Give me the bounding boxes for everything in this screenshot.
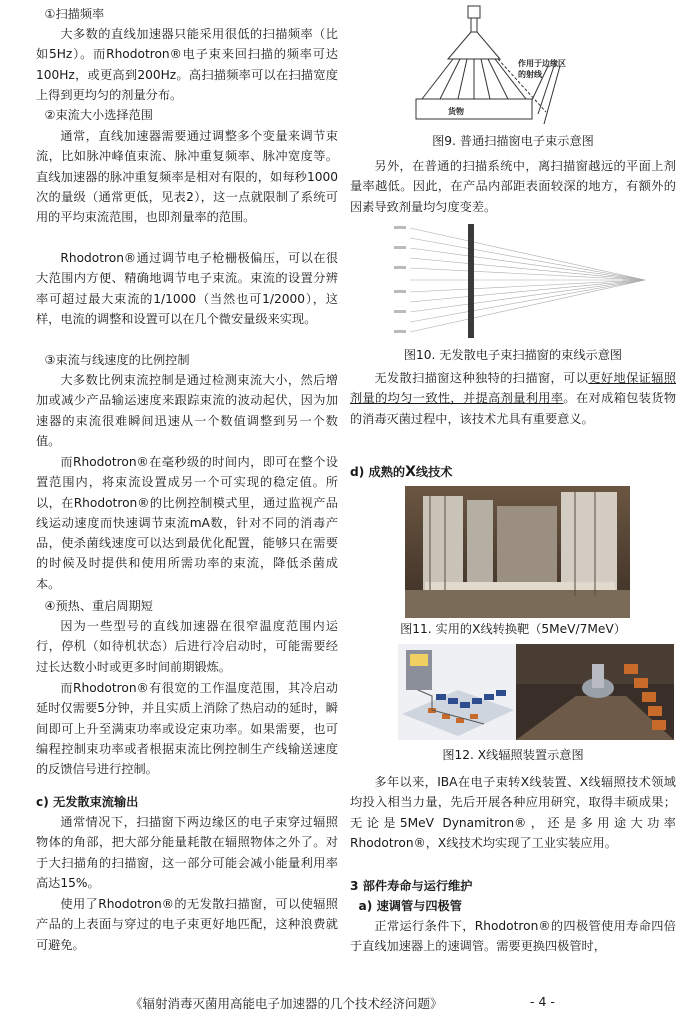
heading-mature-xray-prefix: d) 成熟的 bbox=[350, 465, 406, 479]
paragraph-tetrode-life: 正常运行条件下，Rhodotron®的四极管使用寿命四倍于直线加速器上的速调管。需要更换四极管时， bbox=[350, 919, 676, 954]
heading-mature-xray bbox=[350, 462, 676, 482]
horn-top-block bbox=[468, 6, 480, 18]
paragraph-nondivergent-1: 通常情况下，扫描窗下两边缘区的电子束穿过辐照物体的角部，把大部分能量耗散在辐照物体之外了。对于大扫描角的扫描窗，这一部分可能会减小能量利用率高达15%。 bbox=[36, 815, 338, 890]
heading-mature-xray-letter: X bbox=[405, 464, 416, 480]
figure-12-facility-render-right bbox=[516, 644, 674, 740]
paragraph-nondivergent-2: 使用了Rhodotron®的无发散扫描窗，可以使辐照产品的上表面与穿过的电子束更好地匹配，这种浪费就可避免。 bbox=[36, 897, 338, 952]
horn-body bbox=[448, 32, 500, 59]
paragraph-nondivergent-underlined: 更好地保证辐照剂量的均匀一致性，并提高剂量利用率 bbox=[350, 371, 677, 406]
paragraph-preheat-linac: 因为一些型号的直线加速器在很窄温度范围内运行，停机（如待机状态）后进行冷启动时，可能需要经过长达数小时或更多时间前期锻炼。 bbox=[36, 619, 338, 674]
figure-11-xray-target-photo bbox=[405, 486, 630, 618]
fig9-label-edge-1: 作用于边缘区 bbox=[518, 59, 566, 68]
goods-box bbox=[416, 99, 532, 119]
fig9-label-edge-2: 的射线 bbox=[518, 70, 542, 79]
scan-window-bar bbox=[468, 224, 474, 338]
footer-document-title: 《辐射消毒灭菌用高能电子加速器的几个技术经济问题》 bbox=[130, 996, 443, 1011]
footer-page-number: - 4 - bbox=[530, 994, 555, 1009]
figure-11-caption: 图11. 实用的X线转换靶（5MeV/7MeV） bbox=[400, 622, 626, 636]
heading-beam-size: ②束流大小选择范围 bbox=[44, 108, 153, 122]
heading-klystron-tetrode: a) 速调管与四极管 bbox=[358, 899, 462, 913]
figure-12-facility-render-left bbox=[398, 644, 516, 740]
figure-10-beam-lines-diagram bbox=[390, 222, 670, 342]
paragraph-nondivergent-text-b: 。在对成箱包装货物的消毒灭菌过程中，该技术尤具有重要意义。 bbox=[350, 391, 677, 426]
heading-component-life: 3 部件寿命与运行维护 bbox=[350, 879, 473, 893]
paragraph-scan-frequency: 大多数的直线加速器只能采用很低的扫描频率（比如5Hz）。而Rhodotron®电子束来回扫描的频率可达100Hz，或更高到200Hz。高扫描频率可以在扫描宽度上得到更均匀的剂量分布。 bbox=[36, 27, 338, 102]
figure-10-caption: 图10. 无发散电子束扫描窗的束线示意图 bbox=[403, 348, 623, 362]
heading-mature-xray-suffix: 线技术 bbox=[415, 465, 453, 479]
heading-preheat: ④预热、重启周期短 bbox=[44, 599, 153, 613]
paragraph-iba-xray: 多年以来，IBA在电子束转X线装置、X线辐照技术领域均投入相当力量，先后开展各种应用研究，取得丰硕成果；无论是5MeV Dynamitron®，还是多用途大功率Rhodotron®，X线技术均实现了工业实装应用。 bbox=[350, 775, 676, 850]
paragraph-nondivergent-advantage bbox=[350, 368, 676, 429]
heading-ratio-control: ③束流与线速度的比例控制 bbox=[44, 353, 190, 367]
horn-neck bbox=[471, 18, 477, 32]
paragraph-beam-size-rhodotron: Rhodotron®通过调节电子枪栅极偏压，可以在很大范围内方便、精确地调节电子束流。束流的设置分辨率可超过最大束流的1/1000（当然也可1/2000），这样，电流的调整和设置可以在几个微安量级来实现。 bbox=[36, 251, 338, 326]
paragraph-beam-size-linac: 通常，直线加速器需要通过调整多个变量来调节束流，比如脉冲峰值束流、脉冲重复频率、脉冲宽度等。直线加速器的脉冲重复频率是相对有限的，如每秒1000次的量级（通常更低，见表2），这一点就限制了系统可用的平均束流范围，也即剂量率的范围。 bbox=[36, 129, 338, 225]
fig9-label-goods: 货物 bbox=[448, 107, 464, 116]
figure-9-scan-horn-diagram bbox=[408, 4, 658, 128]
figure-9-caption: 图9. 普通扫描窗电子束示意图 bbox=[432, 134, 594, 148]
heading-nondivergent-beam: c) 无发散束流输出 bbox=[36, 795, 139, 809]
paragraph-ratio-control-linac: 大多数比例束流控制是通过检测束流大小，然后增加或减少产品输运速度来跟踪束流的波动起伏，因为加速器的束流很难瞬间迅速从一个数值调整到另一个数值。 bbox=[36, 373, 338, 448]
paragraph-ratio-control-rhodotron: 而Rhodotron®在毫秒级的时间内，即可在整个设置范围内，将束流设置成另一个可实现的稳定值。所以，在Rhodotron®的比例控制模式里，通过监视产品线运动速度而快速调节束流mA数，针对不同的消毒产品，使杀菌线速度可以达到最优化配置，能够只在需要的时候及时提供和使用所需功率的束流，降低杀菌成本。 bbox=[36, 455, 338, 591]
paragraph-nondivergent-text-a: 无发散扫描窗这种独特的扫描窗，可以 bbox=[374, 371, 589, 385]
figure-12-caption: 图12. X线辐照装置示意图 bbox=[442, 748, 584, 762]
paragraph-preheat-rhodotron: 而Rhodotron®有很宽的工作温度范围，其冷启动延时仅需要5分钟，并且实质上消除了热启动的延时，瞬间即可上升至满束功率或设定束功率。如果需要，也可编程控制束功率或者根据束流比例控制生产线输送速度的反馈信号进行控制。 bbox=[36, 681, 338, 777]
heading-scan-frequency: ①扫描频率 bbox=[44, 7, 105, 21]
paragraph-depth-dose: 另外，在普通的扫描系统中，离扫描窗越远的平面上剂量率越低。因此，在产品内部距表面较深的地方，有额外的因素导致剂量均匀度变差。 bbox=[350, 159, 676, 214]
